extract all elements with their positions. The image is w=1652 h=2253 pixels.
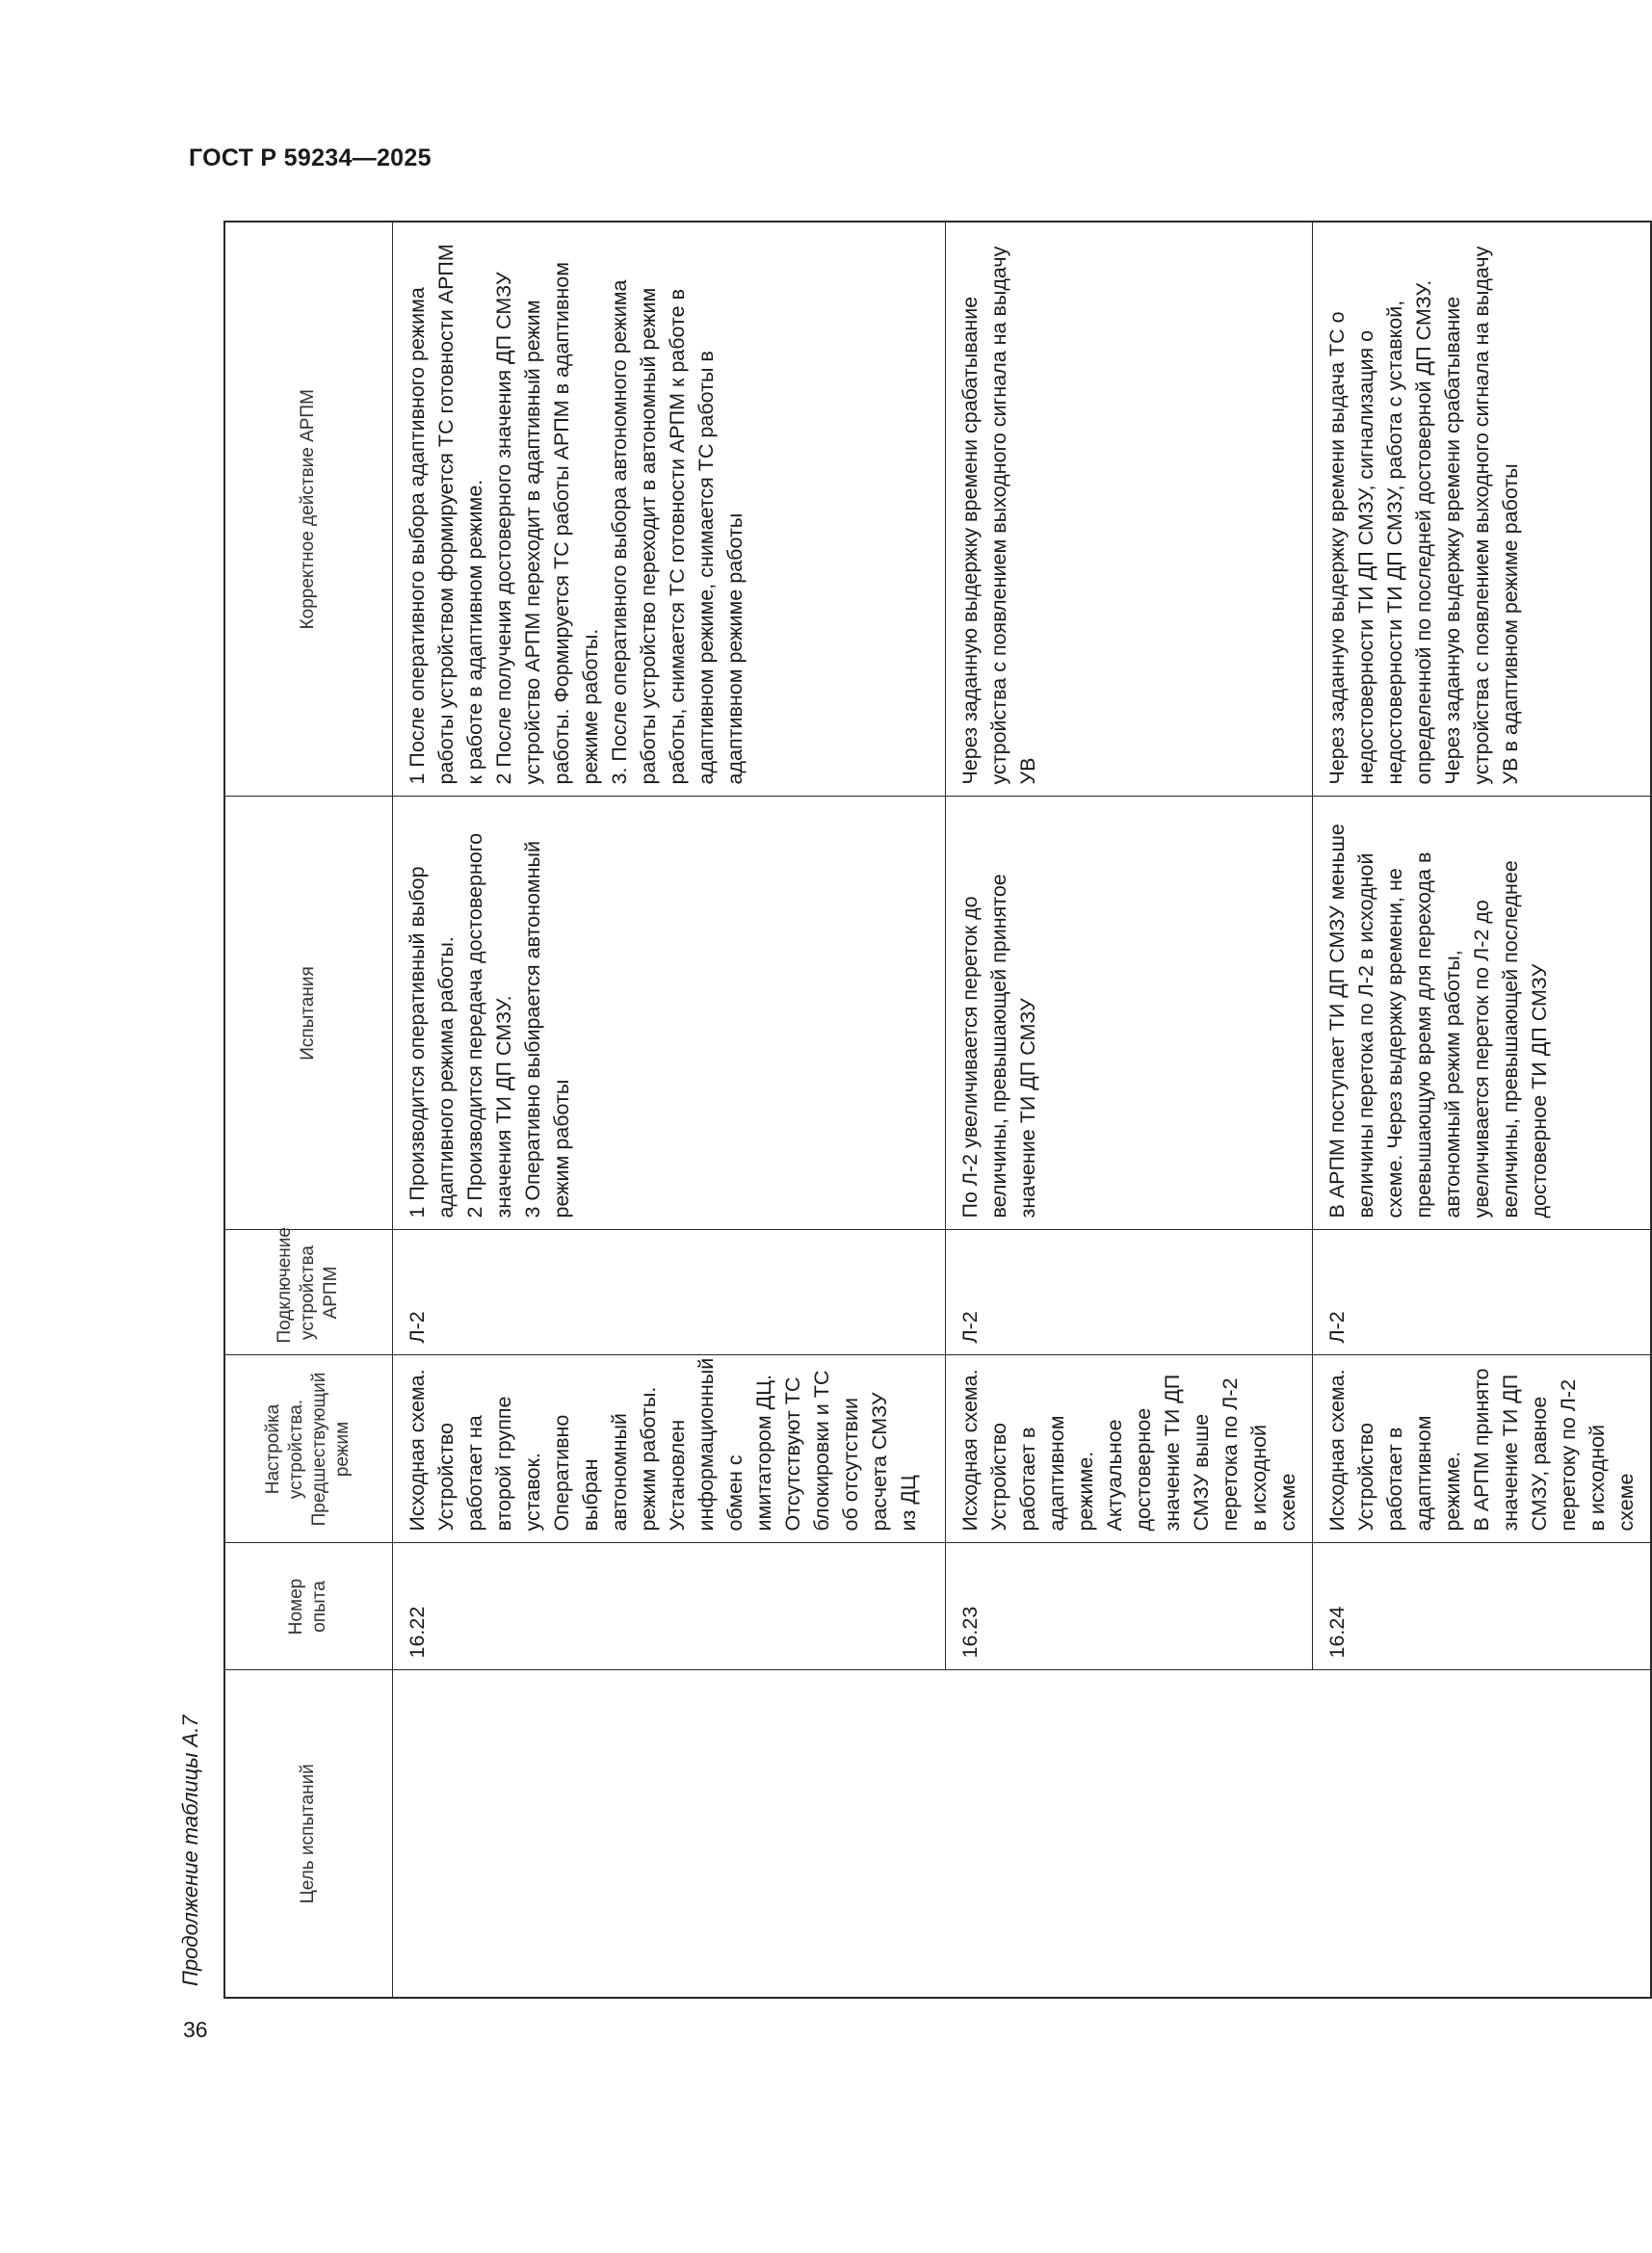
rotated-table-container xyxy=(223,223,1638,1999)
cell-connection: Л-2 xyxy=(392,1230,945,1355)
table-header-row xyxy=(224,222,392,1998)
column-header-test: Испытания xyxy=(224,797,392,1230)
cell-action: Через заданную выдержку времени срабатывание устройства с появлением выходного сигнала на выдачу УВ xyxy=(945,222,1312,797)
column-header-setup: Настройка устройства. Предшествующий режим xyxy=(224,1355,392,1543)
column-header-action: Корректное действие АРПМ xyxy=(224,222,392,797)
column-header-connection: Подключение устройства АРПМ xyxy=(224,1230,392,1355)
cell-number: 16.23 xyxy=(945,1543,1312,1670)
cell-test: В АРПМ поступает ТИ ДП СМЗУ меньше величины перетока по Л-2 в исходной схеме. Через выдержку времени, не превышающую время для перехода в автономный режим работы, увеличивается переток по Л-2 до величины, превышающей последнее достоверное ТИ ДП СМЗУ xyxy=(1312,797,1651,1230)
cell-test: 1 Производится оперативный выбор адаптивного режима работы. 2 Производится передача достоверного значения ТИ ДП СМЗУ. 3 Оперативно выбирается автономный режим работы xyxy=(392,797,945,1230)
page-number: 36 xyxy=(183,2017,208,2042)
cell-number: 16.22 xyxy=(392,1543,945,1670)
column-header-goal: Цель испытаний xyxy=(224,1670,392,1998)
cell-goal xyxy=(392,1670,1651,1998)
document-code: ГОСТ Р 59234—2025 xyxy=(189,144,432,171)
cell-connection: Л-2 xyxy=(1312,1230,1651,1355)
column-header-number: Номер опыта xyxy=(224,1543,392,1670)
cell-action: 1 После оперативного выбора адаптивного режима работы устройством формируется ТС готовности АРПМ к работе в адаптивном режиме. 2 После получения достоверного значения ДП СМЗУ устройство АРПМ переходит в адаптивный режим работы. Формируется ТС работы АРПМ в адаптивном режиме работы. 3. После оперативного выбора автономного режима работы устройство переходит в автономный режим работы, снимается ТС готовности АРПМ к работе в адаптивном режиме, снимается ТС работы в адаптивном режиме работы xyxy=(392,222,945,797)
cell-test: По Л-2 увеличивается переток до величины, превышающей принятое значение ТИ ДП СМЗУ xyxy=(945,797,1312,1230)
table-continuation-caption: Продолжение таблицы А.7 xyxy=(178,1715,202,1986)
test-table xyxy=(223,221,1652,1999)
cell-action: Через заданную выдержку времени выдача ТС о недостоверности ТИ ДП СМЗУ, сигнализация о недостоверности ТИ ДП СМЗУ, работа с уставкой, определенной по последней достоверной ДП СМЗУ. Через заданную выдержку времени срабатывание устройства с появлением выходного сигнала на выдачу УВ в адаптивном режиме работы xyxy=(1312,222,1651,797)
cell-connection: Л-2 xyxy=(945,1230,1312,1355)
cell-setup: Исходная схема. Устройство работает на второй группе уставок. Оперативно выбран автономный режим работы. Установлен информационный обмен с имитатором ДЦ. Отсутствуют ТС блокировки и ТС об отсутствии расчета СМЗУ из ДЦ xyxy=(392,1355,945,1543)
cell-setup: Исходная схема. Устройство работает в адаптивном режиме. В АРПМ принято значение ТИ ДП СМЗУ, равное перетоку по Л-2 в исходной схеме xyxy=(1312,1355,1651,1543)
table-row xyxy=(392,222,945,1998)
cell-number: 16.24 xyxy=(1312,1543,1651,1670)
cell-setup: Исходная схема. Устройство работает в адаптивном режиме. Актуальное достоверное значение ТИ ДП СМЗУ выше перетока по Л-2 в исходной схеме xyxy=(945,1355,1312,1543)
